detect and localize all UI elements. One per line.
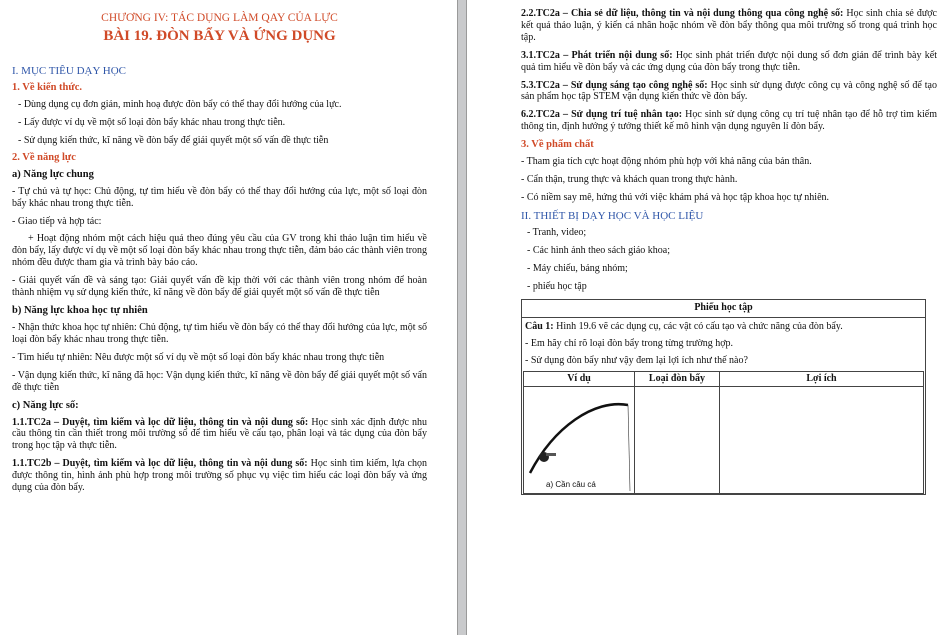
competency-text: Học sinh chia sẻ được kết quả thảo luận, ý kiến cá nhân hoặc nhóm về đòn bẩy thông qua môi trường số trong quá trình học tập. xyxy=(521,8,937,43)
science-ability-item: - Nhận thức khoa học tự nhiên: Chủ động, tự tìm hiểu về đòn bẩy có thể thay đổi hướng của lực, một số loại đòn bẩy khác nhau trong thực tiễn. xyxy=(12,321,427,345)
quality-heading: 3. Về phẩm chất xyxy=(521,139,594,151)
worksheet xyxy=(521,299,926,495)
digital-ability-item xyxy=(521,80,937,104)
section-heading-objectives: I. MỤC TIÊU DẠY HỌC xyxy=(12,65,126,77)
worksheet-title: Phiếu học tập xyxy=(522,300,925,318)
competency-code: 1.1.TC2b – Duyệt, tìm kiếm và lọc dữ liệu, thông tin và nội dung số: xyxy=(12,458,308,470)
competency-text: Học sinh xác định được nhu cầu thông tin cần thiết trong môi trường số để tìm hiểu về cấu tạo, phân loại và tác dụng của đòn bẩy trong học tập và thực tiễn. xyxy=(12,416,427,452)
equipment-item: - Các hình ảnh theo sách giáo khoa; xyxy=(527,244,671,256)
competency-text: Học sinh phát triển được nội dung số đơn giản để trình bày kết quả tìm hiểu về đòn bẩy và các ứng dụng của đòn bẩy trong thực tiễn. xyxy=(521,49,937,73)
science-ability-heading: b) Năng lực khoa học tự nhiên xyxy=(12,304,148,316)
competency-code: 2.2.TC2a – Chia sẻ dữ liệu, thông tin và nội dung thông qua công nghệ số: xyxy=(521,8,844,19)
competency-text: Học sinh tìm kiếm, lựa chọn được thông tin, hình ảnh phù hợp trong môi trường số phục vụ việc tìm hiểu các loại đòn bẩy và ứng dụng của đòn bẩy. xyxy=(12,458,427,494)
column-header-benefit: Lợi ích xyxy=(720,371,924,386)
competency-code: 6.2.TC2a – Sử dụng trí tuệ nhân tạo: xyxy=(521,109,683,121)
section-heading-equipment: II. THIẾT BỊ DẠY HỌC VÀ HỌC LIỆU xyxy=(521,209,704,222)
ability-heading: 2. Về năng lực xyxy=(12,151,76,163)
digital-ability-item xyxy=(521,109,937,133)
equipment-item: - Tranh, video; xyxy=(527,226,587,238)
lesson-title: BÀI 19. ĐÒN BẨY VÀ ỨNG DỤNG xyxy=(103,28,336,44)
knowledge-item: - Dùng dụng cụ đơn giản, minh hoạ được đòn bẩy có thể thay đổi hướng của lực. xyxy=(18,99,342,110)
general-ability-item: - Giao tiếp và hợp tác: xyxy=(12,215,102,227)
equipment-item: - phiếu học tập xyxy=(527,280,587,292)
knowledge-item: - Lấy được ví dụ về một số loại đòn bẩy khác nhau trong thực tiễn. xyxy=(18,116,286,128)
general-ability-item: - Giải quyết vấn đề và sáng tạo: Giải quyết vấn đề kịp thời với các thành viên trong nhóm để hoàn thành nhiệm vụ sử dụng kiến thức, kĩ năng về đòn bẩy để giải quyết một số vấn đề thực tiễn xyxy=(12,275,427,299)
knowledge-item: - Sử dụng kiến thức, kĩ năng về đòn bẩy để giải quyết một số vấn đề thực tiễn xyxy=(18,134,329,146)
competency-text: Học sinh sử dụng công cụ trí tuệ nhân tạo để hỗ trợ tìm kiếm thông tin, định hướng ý tưởng thiết kế mô hình vận dụng nguyên lí đòn bẩy. xyxy=(521,109,937,133)
general-ability-item: + Hoạt động nhóm một cách hiệu quả theo đúng yêu cầu của GV trong khi thảo luận tìm hiểu về đòn bẩy, lấy được ví dụ về một số loại đòn bẩy khác nhau trong thực tiễn, đảm bảo các thành viên trong nhóm đều được tham gia và trình bày báo cáo. xyxy=(12,233,427,269)
science-ability-item: - Tìm hiểu tự nhiên: Nêu được một số ví dụ về một số loại đòn bẩy khác nhau trong thực tiễn xyxy=(12,351,385,363)
example-cell xyxy=(524,386,635,493)
competency-code: 1.1.TC2a – Duyệt, tìm kiếm và lọc dữ liệu, thông tin và nội dung số: xyxy=(12,416,309,428)
question-text: Hình 19.6 vẽ các dụng cụ, các vật có cấu tạo và chức năng của đòn bẩy. xyxy=(553,320,843,332)
lever-type-cell[interactable] xyxy=(635,386,720,493)
fishing-rod-icon xyxy=(524,387,634,493)
column-header-example: Ví dụ xyxy=(524,371,635,386)
worksheet-instruction: - Sử dụng đòn bẩy như vậy đem lại lợi ích như thế nào? xyxy=(525,354,748,366)
competency-code: 5.3.TC2a – Sử dụng sáng tạo công nghệ số: xyxy=(521,79,708,91)
worksheet-question xyxy=(522,318,925,335)
column-header-lever-type: Loại đòn bẩy xyxy=(635,371,720,386)
digital-ability-item xyxy=(12,458,427,494)
digital-ability-item xyxy=(12,417,427,453)
digital-ability-item xyxy=(521,50,937,74)
digital-ability-heading: c) Năng lực số: xyxy=(12,399,79,411)
competency-text: Học sinh sử dụng được công cụ và công nghệ số để tạo sản phẩm học tập STEM vận dụng kiến thức về đòn bẩy. xyxy=(521,79,937,103)
science-ability-item: - Vận dụng kiến thức, kĩ năng đã học: Vận dụng kiến thức, kĩ năng về đòn bẩy để giải quyết một số vấn đề thực tiễn xyxy=(12,369,427,393)
quality-item: - Tham gia tích cực hoạt động nhóm phù hợp với khả năng của bản thân. xyxy=(521,156,812,168)
benefit-cell[interactable] xyxy=(720,386,924,493)
page-left xyxy=(0,0,458,635)
equipment-item: - Máy chiếu, bảng nhóm; xyxy=(527,262,628,274)
worksheet-table xyxy=(523,371,924,494)
quality-item: - Cẩn thận, trung thực và khách quan trong thực hành. xyxy=(521,174,738,186)
digital-ability-item xyxy=(521,8,937,44)
general-ability-heading: a) Năng lực chung xyxy=(12,168,94,180)
quality-item: - Có niềm say mê, hứng thú với việc khám phá và học tập khoa học tự nhiên. xyxy=(521,191,830,203)
question-label: Câu 1: xyxy=(525,320,554,332)
competency-code: 3.1.TC2a – Phát triển nội dung số: xyxy=(521,49,673,61)
knowledge-heading: 1. Về kiến thức. xyxy=(12,82,82,93)
general-ability-item: - Tự chủ và tự học: Chủ động, tự tìm hiểu về đòn bẩy có thể thay đổi hướng của lực, một số loại đòn bẩy khác nhau trong thực tiễn. xyxy=(12,185,427,209)
page-right xyxy=(466,0,951,635)
worksheet-instruction: - Em hãy chỉ rõ loại đòn bẩy trong từng trường hợp. xyxy=(525,337,734,349)
image-caption: a) Cần câu cá xyxy=(546,479,596,489)
chapter-title: CHƯƠNG IV: TÁC DỤNG LÀM QAY CỦA LỰC xyxy=(101,12,338,24)
